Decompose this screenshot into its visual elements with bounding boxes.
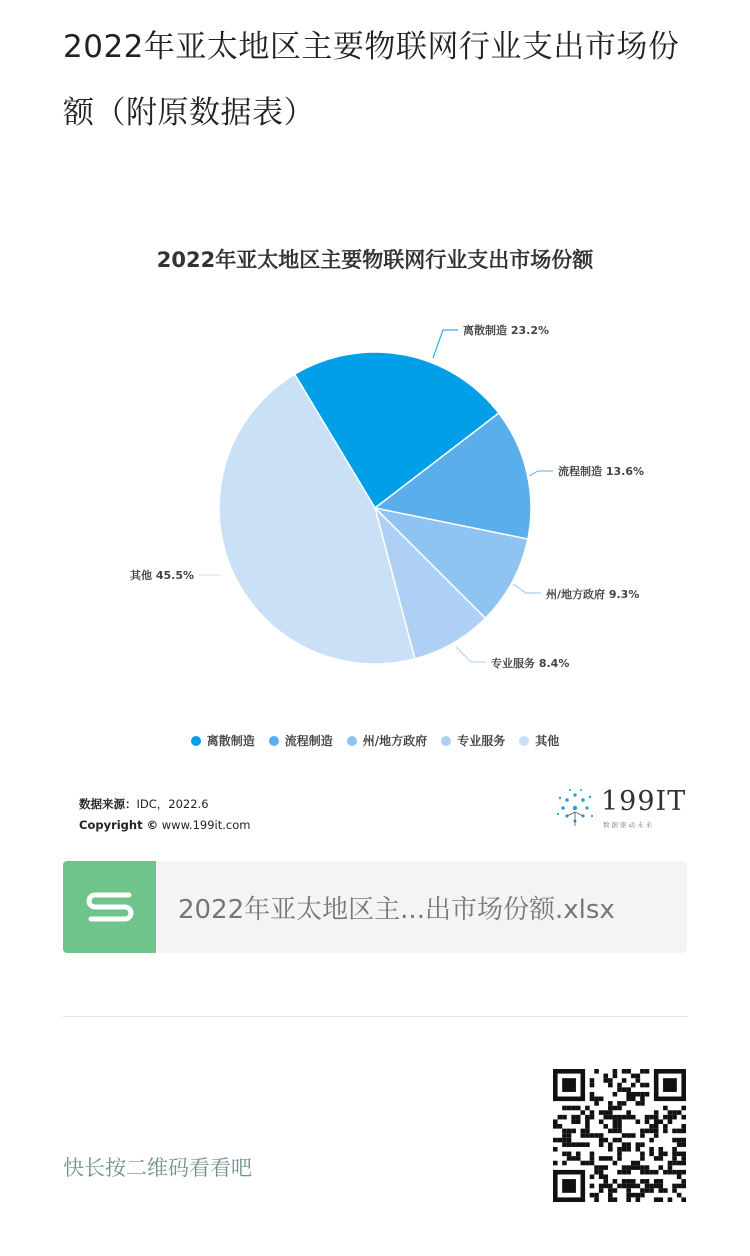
legend-swatch <box>269 736 279 746</box>
divider <box>63 1016 687 1017</box>
data-label: 其他 45.5% <box>130 569 194 582</box>
data-label: 离散制造 23.2% <box>463 324 549 337</box>
chart-legend <box>63 732 687 749</box>
brand-logo <box>553 786 687 830</box>
source-label: 数据来源： <box>79 797 137 811</box>
leader-line <box>433 330 458 358</box>
brand-name: 199IT <box>601 786 687 817</box>
legend-item <box>519 732 559 749</box>
legend-label: 专业服务 <box>457 734 506 748</box>
attachment-card[interactable] <box>63 861 687 953</box>
qr-code[interactable] <box>553 1069 686 1202</box>
copyright-label: Copyright © <box>79 818 159 832</box>
legend-item <box>347 732 427 749</box>
copyright-value: www.199it.com <box>161 818 251 832</box>
legend-item <box>191 732 255 749</box>
brand-slogan: 数据驱动未来 <box>603 821 654 829</box>
data-label: 流程制造 13.6% <box>558 465 644 478</box>
pie-chart <box>63 218 687 718</box>
legend-swatch <box>347 736 357 746</box>
dandelion-logo-icon <box>553 786 599 830</box>
scan-hint: 快长按二维码看看吧 <box>63 1156 252 1180</box>
data-label: 州/地方政府 9.3% <box>546 588 640 601</box>
chart-source <box>79 794 250 836</box>
chart-image <box>63 218 687 848</box>
legend-swatch <box>519 736 529 746</box>
leader-line <box>456 647 486 662</box>
legend-label: 州/地方政府 <box>362 734 428 748</box>
source-value: IDC，2022.6 <box>136 797 209 811</box>
data-label: 专业服务 8.4% <box>491 657 570 670</box>
chart-title: 2022年亚太地区主要物联网行业支出市场份额 <box>156 248 594 272</box>
legend-label: 离散制造 <box>206 734 255 748</box>
leader-line <box>529 471 553 476</box>
legend-label: 其他 <box>535 734 560 748</box>
legend-label: 流程制造 <box>284 734 333 748</box>
legend-swatch <box>191 736 201 746</box>
leader-line <box>513 584 541 593</box>
attachment-filename[interactable]: 2022年亚太地区主...出市场份额.xlsx <box>178 894 615 925</box>
legend-item <box>441 732 505 749</box>
legend-item <box>269 732 333 749</box>
article-title: 2022年亚太地区主要物联网行业支出市场份额（附原数据表） <box>63 29 680 131</box>
legend-swatch <box>441 736 451 746</box>
spreadsheet-icon <box>63 861 156 953</box>
